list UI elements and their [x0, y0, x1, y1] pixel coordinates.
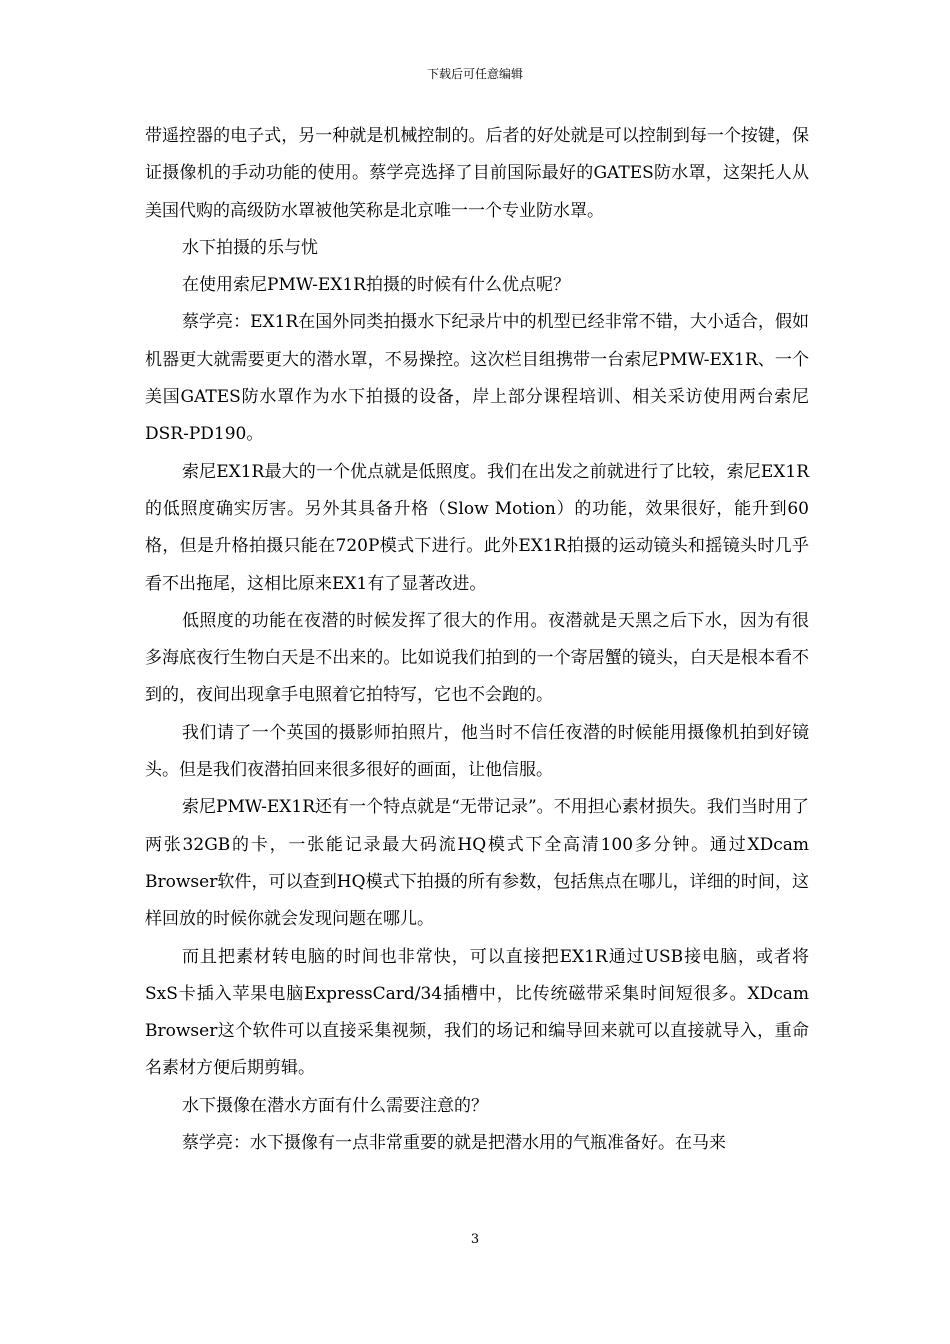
paragraph: 蔡学亮：水下摄像有一点非常重要的就是把潜水用的气瓶准备好。在马来 [182, 1133, 726, 1154]
paragraph: 蔡学亮：EX1R在国外同类拍摄水下纪录片中的机型已经非常不错，大小适合，假如机器更大就需要更大的潜水罩，不易操控。这次栏目组携带一台索尼PMW-EX1R、一个美国GATES防水罩作为水下拍摄的设备，岸上部分课程培训、相关采访使用两台索尼DSR-PD190。 [145, 312, 809, 445]
paragraph: 我们请了一个英国的摄影师拍照片，他当时不信任夜潜的时候能用摄像机拍到好镜头。但是我们夜潜拍回来很多很好的画面，让他信服。 [145, 722, 809, 781]
page-number: 3 [470, 1232, 480, 1247]
interview-question: 水下摄像在潜水方面有什么需要注意的？ [182, 1095, 488, 1116]
paragraph: 低照度的功能在夜潜的时候发挥了很大的作用。夜潜就是天黑之后下水，因为有很多海底夜行生物白天是不出来的。比如说我们拍到的一个寄居蟹的镜头，白天是根本看不到的，夜间出现拿手电照着它拍特写，它也不会跑的。 [145, 610, 809, 706]
paragraph-continuation: 带遥控器的电子式，另一种就是机械控制的。后者的好处就是可以控制到每一个按键，保证摄像机的手动功能的使用。蔡学亮选择了目前国际最好的GATES防水罩，这架托人从美国代购的高级防水罩被他笑称是北京唯一一个专业防水罩。 [145, 126, 809, 221]
paragraph: 而且把素材转电脑的时间也非常快，可以直接把EX1R通过USB接电脑，或者将SxS卡插入苹果电脑ExpressCard/34插槽中，比传统磁带采集时间短很多。XDcam Browser这个软件可以直接采集视频，我们的场记和编导回来就可以直接就导入，重命名素材方便后期剪辑。 [145, 946, 809, 1079]
body-text [145, 118, 809, 1162]
paragraph: 索尼EX1R最大的一个优点就是低照度。我们在出发之前就进行了比较，索尼EX1R的低照度确实厉害。另外其具备升格（Slow Motion）的功能，效果很好，能升到60格，但是升格拍摄只能在720P模式下进行。此外EX1R拍摄的运动镜头和摇镜头时几乎看不出拖尾，这相比原来EX1有了显著改进。 [145, 461, 809, 594]
section-heading: 水下拍摄的乐与忧 [182, 237, 318, 258]
page-header: 下载后可任意编辑 [426, 67, 523, 81]
paragraph: 索尼PMW-EX1R还有一个特点就是“无带记录”。不用担心素材损失。我们当时用了两张32GB的卡，一张能记录最大码流HQ模式下全高清100多分钟。通过XDcam Browser软件，可以查到HQ模式下拍摄的所有参数，包括焦点在哪儿，详细的时间，这样回放的时候你就会发现问题在哪儿。 [145, 797, 809, 930]
interview-question: 在使用索尼PMW-EX1R拍摄的时候有什么优点呢？ [182, 275, 570, 296]
